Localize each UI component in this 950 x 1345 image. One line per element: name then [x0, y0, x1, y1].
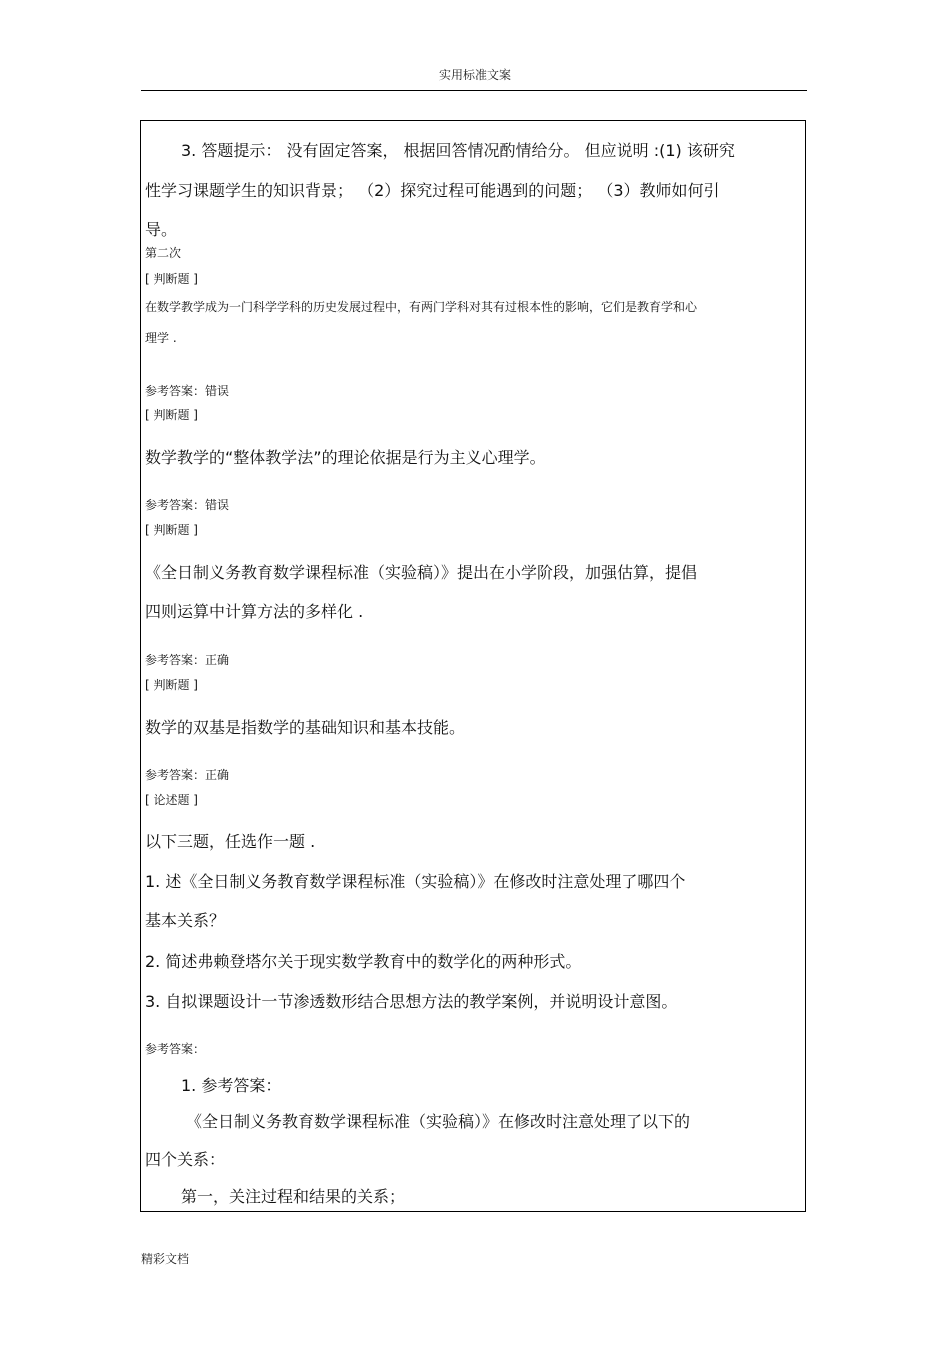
header-divider	[141, 90, 807, 91]
q4-type: [ 判断题 ]	[145, 678, 198, 692]
q1-answer: 参考答案：错误	[145, 384, 230, 398]
q2-answer: 参考答案：错误	[145, 498, 230, 512]
q3-line-2: 四则运算中计算方法的多样化 .	[145, 602, 364, 621]
q5-line-1: 以下三题，任选作一题 .	[145, 832, 316, 851]
q5-line-5: 3. 自拟课题设计一节渗透数形结合思想方法的教学案例，并说明设计意图。	[145, 992, 678, 1011]
q5-line-2: 1. 述《全日制义务教育数学课程标准（实验稿）》在修改时注意处理了哪四个	[145, 872, 686, 891]
intro-line-3: 导。	[145, 220, 178, 239]
page-header: 实用标准文案	[438, 68, 511, 82]
q3-line-1: 《全日制义务教育数学课程标准（实验稿）》提出在小学阶段，加强估算，提倡	[145, 563, 698, 582]
q1-line-2: 理学 .	[145, 331, 177, 345]
q1-type: [ 判断题 ]	[145, 272, 198, 286]
q5-line-4: 2. 简述弗赖登塔尔关于现实数学教育中的数学化的两种形式。	[145, 952, 582, 971]
q2-type: [ 判断题 ]	[145, 408, 198, 422]
intro-line-2: 性学习课题学生的知识背景； （2）探究过程可能遇到的问题； （3）教师如何引	[145, 181, 720, 200]
q5-answer-line-1: 1. 参考答案：	[181, 1076, 282, 1095]
q5-line-3: 基本关系？	[145, 911, 226, 930]
q2-line-1: 数学教学的“整体教学法”的理论依据是行为主义心理学。	[145, 448, 546, 467]
intro-line-1: 3. 答题提示： 没有固定答案， 根据回答情况酌情给分。 但应说明 :(1) 该研究	[181, 141, 735, 160]
q4-line-1: 数学的双基是指数学的基础知识和基本技能。	[145, 718, 466, 737]
q4-answer: 参考答案：正确	[145, 768, 230, 782]
q5-answer-line-2: 《全日制义务教育数学课程标准（实验稿）》在修改时注意处理了以下的	[186, 1112, 691, 1131]
page-footer: 精彩文档	[141, 1252, 190, 1266]
q5-type: [ 论述题 ]	[145, 793, 198, 807]
q5-answer-label: 参考答案：	[145, 1042, 206, 1056]
section-label: 第二次	[145, 246, 182, 260]
q5-answer-line-4: 第一，关注过程和结果的关系；	[181, 1187, 406, 1206]
q1-line-1: 在数学教学成为一门科学学科的历史发展过程中，有两门学科对其有过根本性的影响，它们是教育学和心	[145, 300, 698, 314]
q5-answer-line-3: 四个关系：	[145, 1150, 226, 1169]
q3-type: [ 判断题 ]	[145, 523, 198, 537]
content-frame	[140, 120, 806, 1212]
q3-answer: 参考答案：正确	[145, 653, 230, 667]
